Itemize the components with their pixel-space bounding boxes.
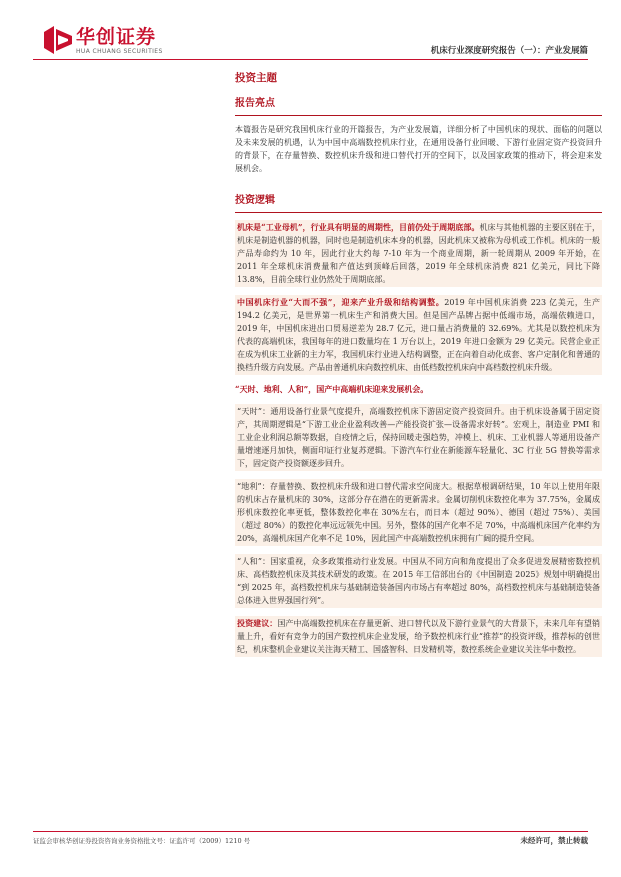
header-divider — [33, 59, 588, 60]
logo-text-en: HUA CHUANG SECURITIES — [76, 48, 163, 55]
logic-paragraph-6: “人和”：国家重视，众多政策推动行业发展。中国从不同方向和角度提出了众多促进发展精密数控机床、高档数控机床及其技术研发的政策。在 2015 年工信部出台的《中国制造 2025》规划中明确提出 “到 2025 年，高档数控机床与基础制造装备国内市场占有率超过 80%，高档数控机床与基础制造装备总体进入世界强国行列”。 — [237, 557, 600, 605]
logic-paragraph-1 — [237, 221, 600, 286]
logo-mark-icon — [44, 26, 72, 54]
logic-block-cycle — [235, 220, 602, 287]
footer-divider — [33, 831, 588, 832]
logic-paragraph-7 — [237, 617, 600, 656]
main-content — [235, 72, 602, 657]
logic-block-tianshi — [235, 404, 602, 471]
paragraph-body: 2019 年中国机床消费 223 亿美元，生产 194.2 亿美元，是世界第一机床生产和消费大国。但是国产品牌占据中低端市场，高端依赖进口，2019 年，中国机床进出口贸易逆差为 28.7 亿元，进口量占消费量的 32.69%。尤其是以数控机床为代表的高端机床，我国每年的进口数量均在 1 万台以上，2019 年进口金额为 29 亿美元。民营企业正在成为机床工业新的主力军，我国机床行业进入结构调整，正在向着自动化成套、客户定制化和普通的换档升级方向发展。产品由普通机床向数控机床、由低档数控机床向中高档数控机床升级。 — [237, 298, 601, 372]
logic-block-dili — [235, 479, 602, 546]
logic-paragraph-2 — [237, 296, 600, 374]
footer-notice: 未经许可，禁止转载 — [520, 836, 588, 845]
logic-block-recommendation — [235, 616, 602, 657]
company-logo — [44, 26, 204, 62]
paragraph-lead: 中国机床行业“大而不强”，迎来产业升级和结构调整。 — [237, 297, 445, 307]
section-divider — [235, 115, 602, 116]
logic-paragraph-3 — [235, 383, 602, 396]
logic-block-structure — [235, 295, 602, 375]
logo-text-cn: 华创证券 — [76, 26, 157, 48]
footer-license: 证监会审核华创证券投资咨询业务资格批文号：证监许可（2009）1210 号 — [33, 837, 251, 845]
logic-block-renhe — [235, 554, 602, 608]
section-divider — [235, 212, 602, 213]
page-header — [0, 0, 621, 62]
page-heading: 投资主题 — [235, 72, 277, 84]
highlights-paragraph: 本篇报告是研究我国机床行业的开篇报告，为产业发展篇，详细分析了中国机床的现状、面临的问题以及未来发展的机遇，认为中国中高端数控机床行业，在通用设备行业回暖、下游行业固定资产投资回升的背景下，在存量替换、数控机床升级和进口替代打开的空间下，以及国家政策的推动下，将会迎来发展机会。 — [235, 125, 602, 173]
paragraph-body: 机床与其他机器的主要区别在于，机床是制造机器的机器，同时也是制造机床本身的机器，因此机床又被称为母机或工作机。机床的一般产品寿命约为 10 年，因此行业大约每 7-10 年为一个商业周期，新一轮周期从 2009 年开始，在 2011 年全球机床消费量和产值达到顶峰后回落，2019 年全球机床消费 821 亿美元，同比下降 13.8%，目前全球行业仍然处于周期底部。 — [237, 223, 600, 284]
report-title: 机床行业深度研究报告（一）：产业发展篇 — [430, 46, 588, 56]
section-title-logic: 投资逻辑 — [235, 195, 275, 206]
paragraph-lead: 投资建议： — [237, 618, 278, 628]
paragraph-lead: 机床是“工业母机”，行业具有明显的周期性，目前仍处于周期底部。 — [237, 222, 480, 232]
logic-paragraph-4: “天时”：通用设备行业景气度提升，高端数控机床下游固定资产投资回升。由于机床设备属于固定资产，其周期逻辑是“下游工业企业盈利改善—产能投资扩张—设备需求好转”。宏观上，制造业 PMI 和工业企业利润总额等数据，自疫情之后，保持回暖走强趋势，冲模上、机床、工业机器人等通用设备产量增速逐月加快，侧面印证行业复苏逻辑。下游汽车行业在新能源车轻量化、3C 行业 5G 替换等需求下，固定资产投资额逐步回升。 — [237, 407, 600, 468]
paragraph-lead: “天时、地利、人和”，国产中高端机床迎来发展机会。 — [235, 384, 429, 394]
paragraph-body: 国产中高端数控机床在存量更新、进口替代以及下游行业景气的大背景下，未来几年有望销量上升，看好有竞争力的国产数控机床企业发展，给予数控机床行业“推荐”的投资评级，推荐标的创世纪，机床整机企业建议关注海天精工、国盛智科、日发精机等，数控系统企业建议关注华中数控。 — [237, 619, 600, 654]
logic-paragraph-5: “地利”：存量替换、数控机床升级和进口替代需求空间庞大。根据草根调研结果，10 年以上使用年限的机床占存量机床的 30%，这部分存在潜在的更新需求。金属切削机床数控化率为 37.75%，金属成形机床数控化率更低，整体数控化率在 30%左右，而日本（超过 90%）、德国（超过 75%）、美国（超过 80%）的数控化率远远领先中国。另外，整体的国产化率不足 70%，中高端机床国产化率约为 20%，高端机床国产化率不足 10%，因此国产中高端数控机床拥有广阔的提升空间。 — [237, 482, 600, 543]
section-title-highlights: 报告亮点 — [235, 98, 275, 109]
